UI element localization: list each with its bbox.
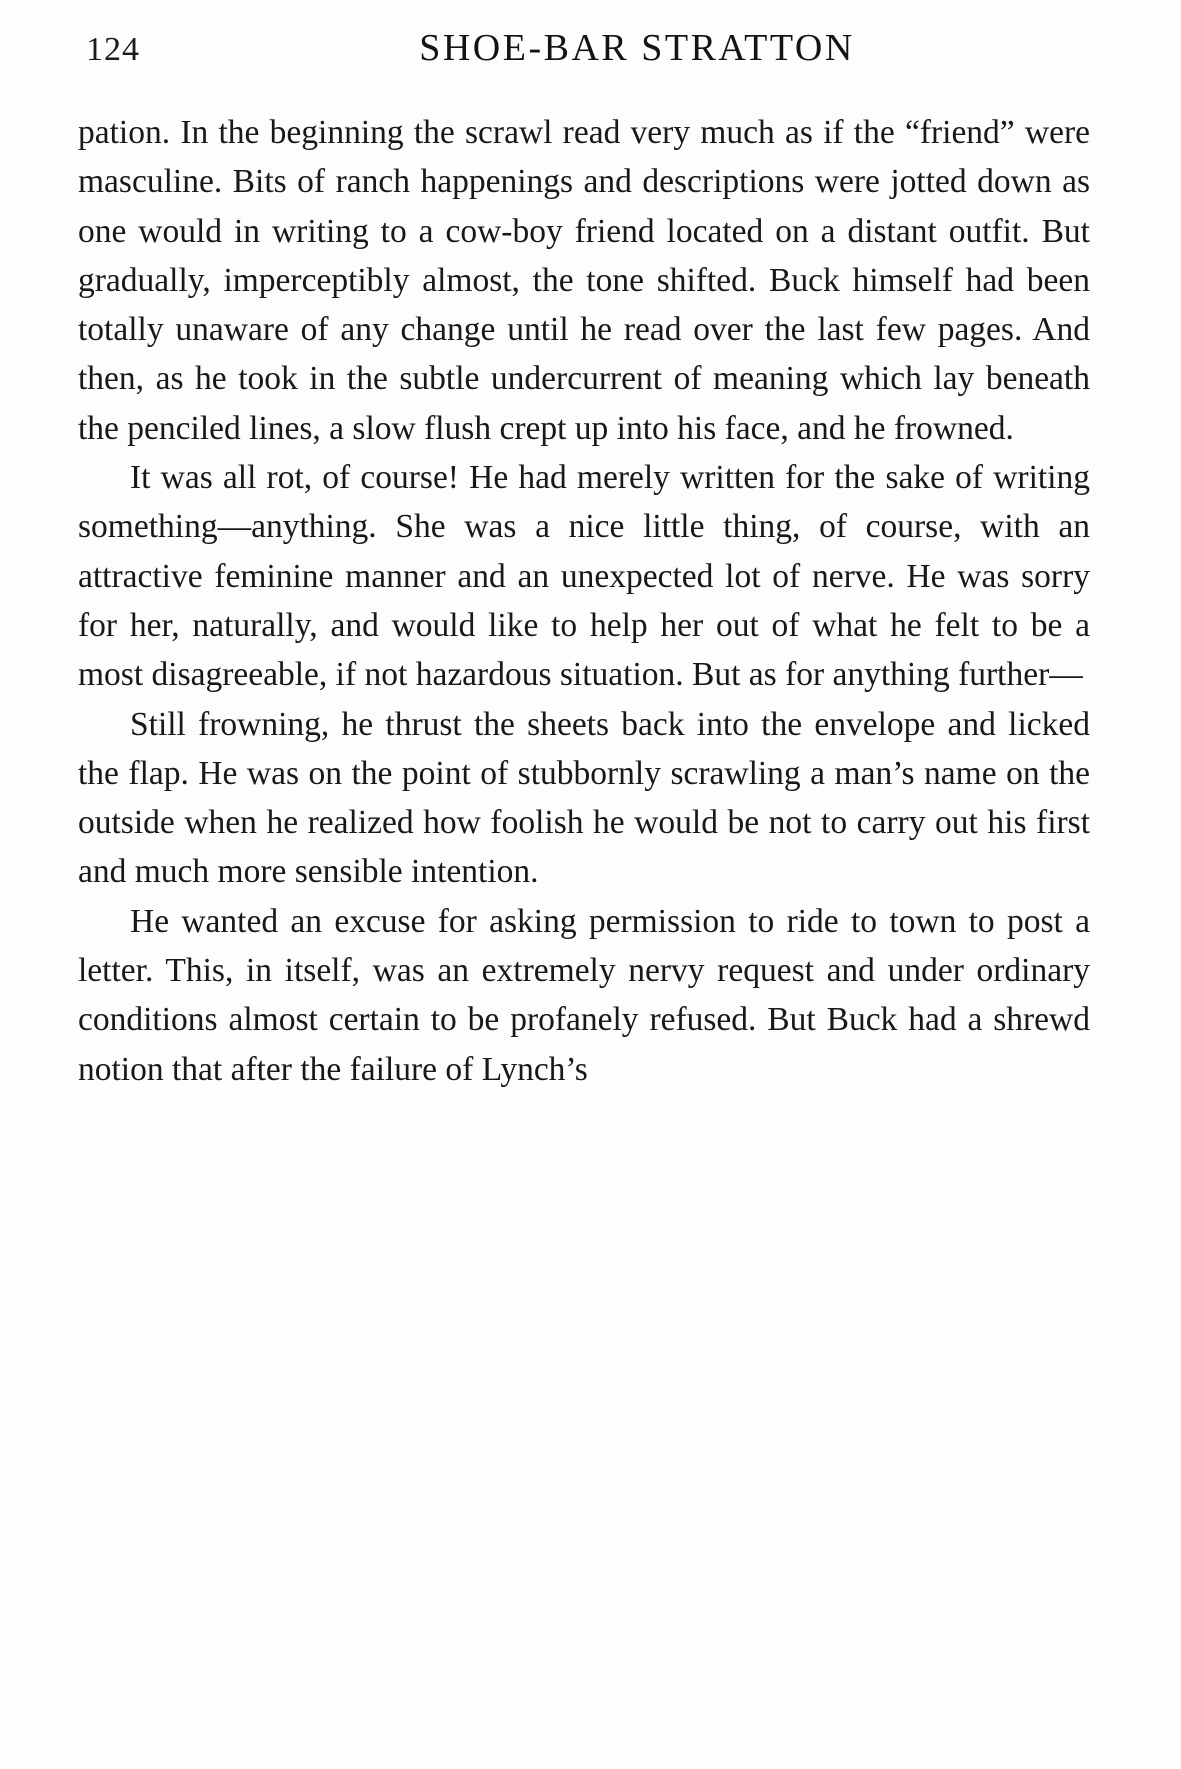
- paragraph: Still frowning, he thrust the sheets back into the envelope and licked the flap. He was on the point of stubbornly scrawling a man’s name on the outside when he realized how foolish he would be not to carry out his first and much more sensible intention.: [78, 705, 1090, 891]
- page-number: 124: [86, 31, 140, 68]
- page-body: [78, 108, 1090, 1094]
- paragraph: He wanted an excuse for asking permission to ride to town to post a letter. This, in itself, was an extremely nervy request and under ordinary conditions almost certain to be profanely refused. But Buck had a shrewd notion that after the failure of Lynch’s: [78, 902, 1090, 1088]
- running-head-title: SHOE-BAR STRATTON: [419, 27, 855, 69]
- page-header: [78, 26, 1108, 86]
- paragraph: It was all rot, of course! He had merely written for the sake of writing something—anything. She was a nice little thing, of course, with an attractive feminine manner and an unexpected lot of nerve. He was sorry for her, naturally, and would like to help her out of what he felt to be a most disagreeable, if not hazardous situation. But as for anything further—: [78, 459, 1090, 694]
- paragraph: pation. In the beginning the scrawl read very much as if the “friend” were masculine. Bits of ranch happenings and descriptions were jotted down as one would in writing to a cow-boy friend located on a distant outfit. But gradually, imperceptibly almost, the tone shifted. Buck himself had been totally unaware of any change until he read over the last few pages. And then, as he took in the subtle undercurrent of meaning which lay beneath the penciled lines, a slow flush crept up into his face, and he frowned.: [78, 114, 1090, 447]
